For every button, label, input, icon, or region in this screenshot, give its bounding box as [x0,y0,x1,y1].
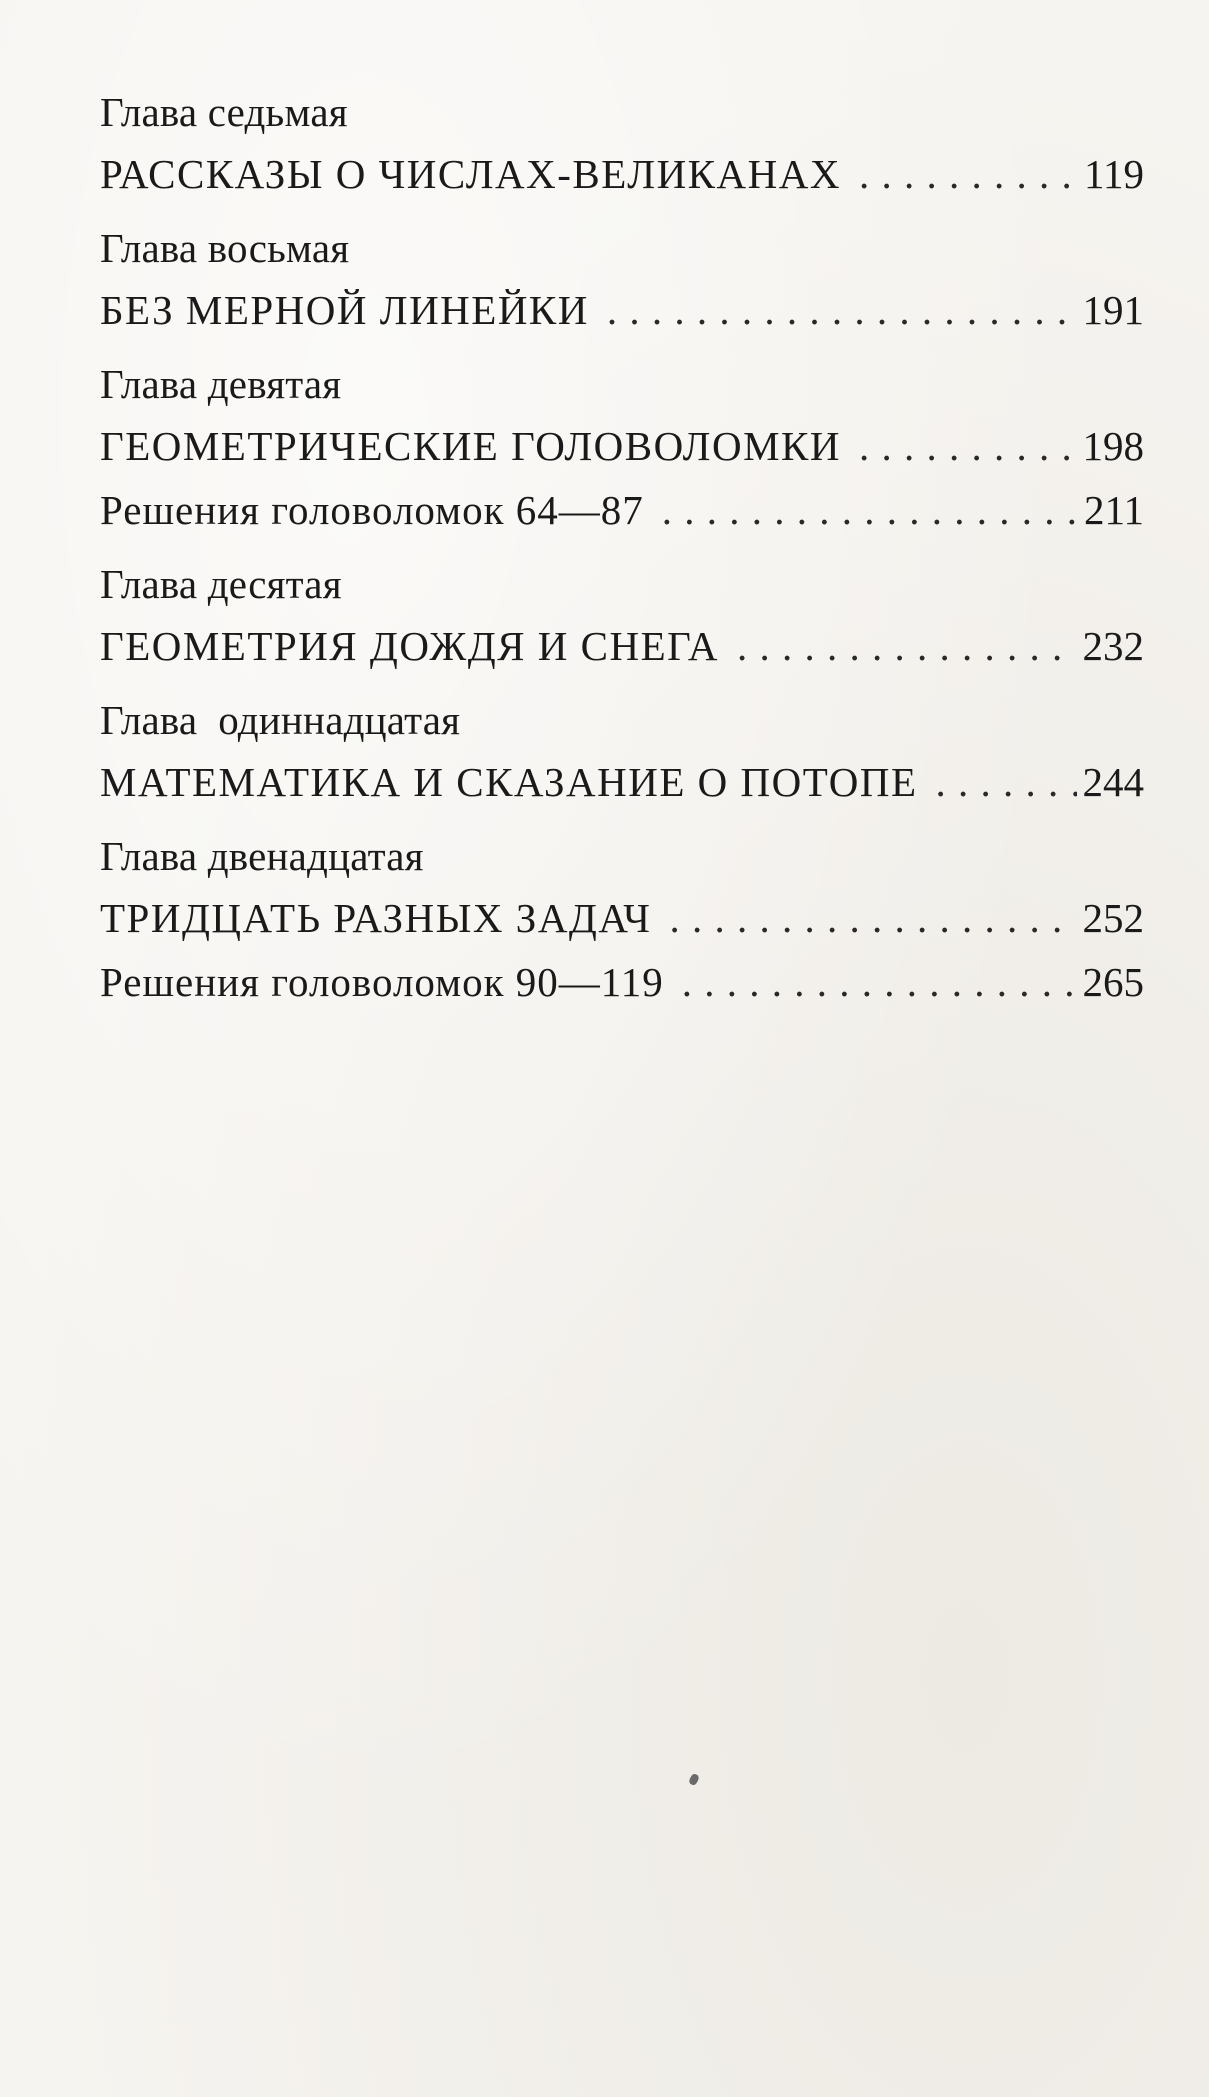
toc-entry-page: 252 [1082,895,1144,941]
toc-entry-page: 198 [1082,423,1144,469]
toc-entry[interactable] [100,750,1144,814]
toc-entry-title: БЕЗ МЕРНОЙ ЛИНЕЙКИ [100,287,589,333]
chapter-heading: Глава восьмая [100,225,350,271]
dot-leader [669,886,1076,950]
toc-entry-page: 191 [1082,287,1144,333]
toc-entry[interactable] [100,886,1144,950]
dot-leader [936,750,1077,814]
toc-entry-page: 265 [1082,959,1144,1005]
chapter-heading: Глава десятая [100,561,342,607]
ink-speck [688,1773,700,1786]
dot-leader [682,950,1077,1014]
chapter-heading: Глава одиннадцатая [100,697,461,743]
toc-entry[interactable] [100,414,1144,478]
toc-entry[interactable] [100,950,1144,1014]
toc-entry-title: РАССКАЗЫ О ЧИСЛАХ-ВЕЛИКАНАХ [100,151,841,197]
toc-entry[interactable] [100,478,1144,542]
toc-entry-title: ГЕОМЕТРИЧЕСКИЕ ГОЛОВОЛОМКИ [100,423,842,469]
dot-leader [607,278,1077,342]
toc-entry-page: 232 [1082,623,1144,669]
toc-entry-title: МАТЕМАТИКА И СКАЗАНИЕ О ПОТОПЕ [100,759,918,805]
dot-leader [662,478,1078,542]
toc-entry-title: Решения головоломок 64—87 [100,487,644,533]
toc-entry[interactable] [100,142,1144,206]
toc-entry-title: Решения головоломок 90—119 [100,959,664,1005]
toc-entry[interactable] [100,278,1144,342]
table-of-contents [100,82,1144,1014]
toc-entry-page: 244 [1082,759,1144,805]
toc-entry-page: 119 [1084,151,1144,197]
toc-entry[interactable] [100,614,1144,678]
dot-leader [737,614,1077,678]
chapter-heading: Глава девятая [100,361,342,407]
toc-entry-title: ГЕОМЕТРИЯ ДОЖДЯ И СНЕГА [100,623,719,669]
toc-entry-page: 211 [1084,487,1144,533]
toc-entry-title: ТРИДЦАТЬ РАЗНЫХ ЗАДАЧ [100,895,652,941]
dot-leader [859,414,1076,478]
chapter-heading: Глава седьмая [100,89,348,135]
dot-leader [859,142,1078,206]
chapter-heading: Глава двенадцатая [100,833,424,879]
